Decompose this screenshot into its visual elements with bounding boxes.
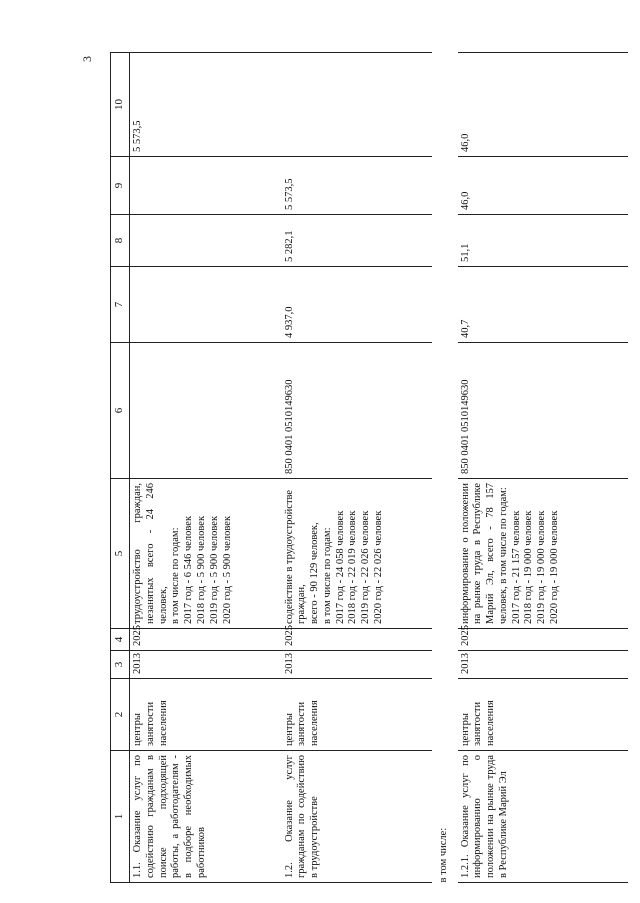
event-cell: 1.2.1. Оказание услуг по информированию о положении на рынке труда в Республике Марий Эл [458,751,628,883]
indicator-line: 2017 год - 21 157 человек [510,510,522,624]
indicator-line: 2019 год - 22 026 человек [360,510,372,624]
page-number: 3 [80,56,94,62]
value-col7: 40,7 [458,267,628,343]
value-col7: 4 937,0 [282,267,432,343]
indicator-line: всего - 90 129 человек, [309,522,321,624]
col-header-9: 9 [111,157,130,215]
indicator-line: 2018 год - 5 900 человек [195,515,207,624]
col-header-6: 6 [111,343,130,479]
header-row [111,53,130,883]
kbk-cell: 850 0401 0510149630 [458,343,628,479]
indicator-line: содействие в трудоустройстве граждан, [283,489,308,624]
end-year-cell: 2025 [282,629,432,651]
indicator-line: в том числе по годам: [170,527,182,624]
start-year-cell: 2013 [130,651,282,679]
value-col9: 5 573,5 [282,157,432,215]
indicator-line: 2019 год - 19 000 человек [536,510,548,624]
value-col10 [282,53,432,157]
indicator-line: информирование о положении на рынке труда в Республике Марий Эл, всего - 78 157 человек, в том числе по годам: [459,483,509,624]
table-row [458,53,628,883]
value-col8: 51,1 [458,215,628,267]
rotated-table-sheet [110,53,630,883]
indicator-line: трудоустройство граждан, незанятых всего - 24 246 человек, [132,483,169,624]
indicator-cell [282,479,432,629]
value-col9: 46,0 [458,157,628,215]
value-col10: 5 573,5 [130,53,282,157]
start-year-cell: 2013 [458,651,628,679]
indicator-line: 2017 год - 6 546 человек [183,515,195,624]
program-table [110,52,628,883]
value-col9 [130,157,282,215]
indicator-cell [458,479,628,629]
value-col8 [130,215,282,267]
indicator-line: 2018 год - 19 000 человек [523,510,535,624]
table-row [282,53,432,883]
value-col7 [130,267,282,343]
indicator-line: в том числе по годам: [321,527,333,624]
col-header-8: 8 [111,215,130,267]
start-year-cell: 2013 [282,651,432,679]
col-header-5: 5 [111,479,130,629]
col-header-3: 3 [111,651,130,679]
indicator-line: 2020 год - 5 900 человек [221,515,233,624]
indicator-line: 2020 год - 22 026 человек [373,510,385,624]
event-cell: 1.2. Оказание услуг гражданам по содействию в трудоустройстве [282,751,432,883]
indicator-line: 2018 год - 22 019 человек [347,510,359,624]
col-header-4: 4 [111,629,130,651]
indicator-line: 2020 год - 19 000 человек [549,510,561,624]
subheading-row [432,53,458,883]
kbk-cell [130,343,282,479]
indicator-cell [130,479,282,629]
end-year-cell: 2025 [458,629,628,651]
end-year-cell: 2025 [130,629,282,651]
col-header-2: 2 [111,679,130,751]
col-header-10: 10 [111,53,130,157]
subheading: в том числе: [437,827,449,883]
indicator-line: 2017 год - 24 058 человек [334,510,346,624]
value-col8: 5 282,1 [282,215,432,267]
col-header-7: 7 [111,267,130,343]
value-col10: 46,0 [458,53,628,157]
executor-cell: центры занятости населения [282,679,432,751]
executor-cell: центры занятости населения [130,679,282,751]
kbk-cell: 850 0401 0510149630 [282,343,432,479]
event-cell: 1.1. Оказание услуг по содействию гражданам в поиске подходящей работы, а работодателям - в подборе необходимых работников [130,751,282,883]
col-header-1: 1 [111,751,130,883]
executor-cell: центры занятости населения [458,679,628,751]
table-row [130,53,282,883]
indicator-line: 2019 год - 5 900 человек [208,515,220,624]
